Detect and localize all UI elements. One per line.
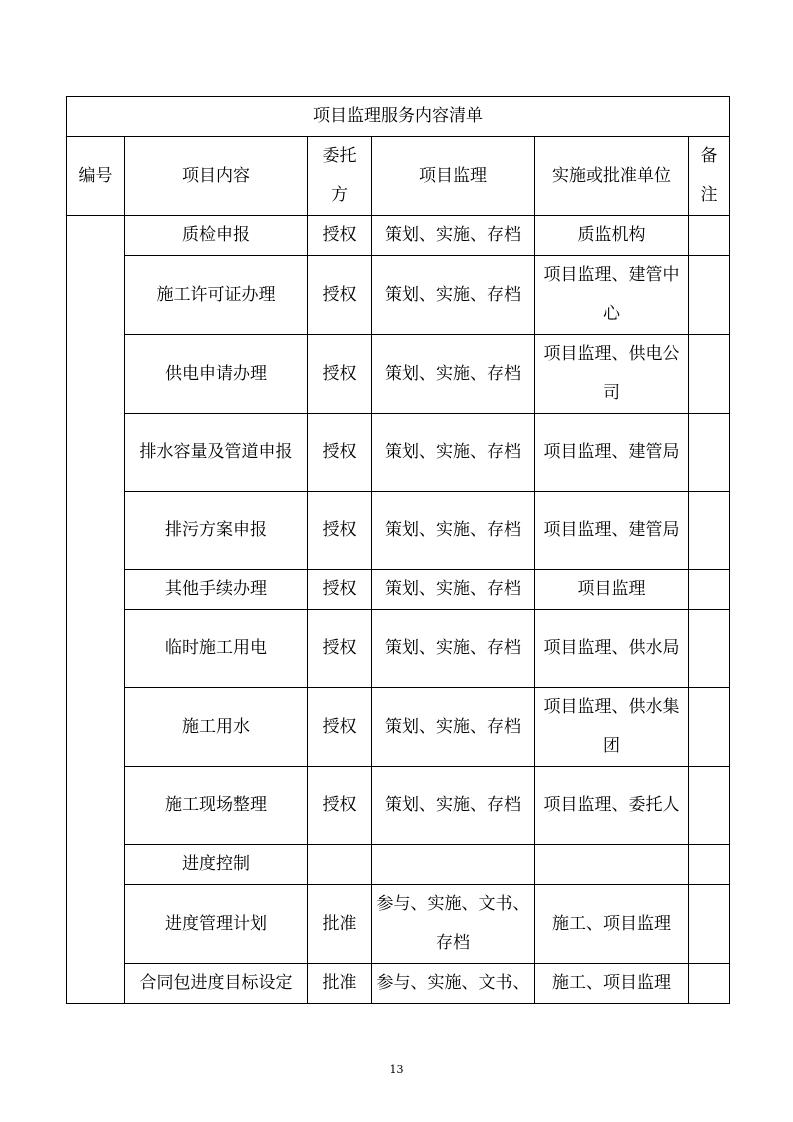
unit-cell: 项目监理、供水局 [535, 610, 689, 688]
supervision-cell: 策划、实施、存档 [372, 492, 535, 570]
header-unit: 实施或批准单位 [535, 137, 689, 216]
header-supervision: 项目监理 [372, 137, 535, 216]
content-cell: 其他手续办理 [125, 570, 308, 610]
unit-cell [535, 845, 689, 885]
unit-cell: 项目监理、委托人 [535, 767, 689, 845]
supervision-cell: 策划、实施、存档 [372, 610, 535, 688]
content-cell: 施工许可证办理 [125, 256, 308, 335]
content-cell: 进度控制 [125, 845, 308, 885]
supervision-cell: 策划、实施、存档 [372, 335, 535, 414]
remark-cell [689, 610, 730, 688]
unit-cell: 项目监理、供电公司 [535, 335, 689, 414]
supervision-cell: 参与、实施、文书、存档 [372, 885, 535, 964]
content-cell: 施工现场整理 [125, 767, 308, 845]
entrust-cell: 批准 [308, 964, 372, 1004]
content-cell: 排水容量及管道申报 [125, 414, 308, 492]
table-row [67, 492, 730, 570]
supervision-cell: 策划、实施、存档 [372, 256, 535, 335]
table-row [67, 688, 730, 767]
supervision-cell [372, 845, 535, 885]
remark-cell [689, 256, 730, 335]
unit-cell: 项目监理、建管中心 [535, 256, 689, 335]
content-cell: 临时施工用电 [125, 610, 308, 688]
entrust-cell [308, 845, 372, 885]
content-cell: 排污方案申报 [125, 492, 308, 570]
remark-cell [689, 414, 730, 492]
number-cell [67, 216, 125, 1004]
entrust-cell: 授权 [308, 335, 372, 414]
entrust-cell: 授权 [308, 414, 372, 492]
unit-cell: 施工、项目监理 [535, 964, 689, 1004]
table-row [67, 610, 730, 688]
remark-cell [689, 964, 730, 1004]
entrust-cell: 授权 [308, 570, 372, 610]
table-row [67, 885, 730, 964]
supervision-cell: 策划、实施、存档 [372, 216, 535, 256]
unit-cell: 项目监理 [535, 570, 689, 610]
entrust-cell: 授权 [308, 688, 372, 767]
service-content-table [66, 96, 730, 1004]
header-entrust: 委托方 [308, 137, 372, 216]
table-row [67, 964, 730, 1004]
unit-cell: 项目监理、供水集团 [535, 688, 689, 767]
table-row [67, 845, 730, 885]
entrust-cell: 授权 [308, 492, 372, 570]
entrust-cell: 授权 [308, 256, 372, 335]
page-number: 13 [389, 1063, 404, 1076]
content-cell: 合同包进度目标设定 [125, 964, 308, 1004]
table-row [67, 216, 730, 256]
unit-cell: 项目监理、建管局 [535, 414, 689, 492]
remark-cell [689, 335, 730, 414]
table-row [67, 335, 730, 414]
remark-cell [689, 767, 730, 845]
table-header-row [67, 137, 730, 216]
unit-cell: 施工、项目监理 [535, 885, 689, 964]
supervision-cell: 策划、实施、存档 [372, 767, 535, 845]
entrust-cell: 批准 [308, 885, 372, 964]
supervision-cell: 策划、实施、存档 [372, 688, 535, 767]
content-cell: 供电申请办理 [125, 335, 308, 414]
remark-cell [689, 492, 730, 570]
remark-cell [689, 570, 730, 610]
remark-cell [689, 845, 730, 885]
table-row [67, 767, 730, 845]
table-row [67, 414, 730, 492]
content-cell: 进度管理计划 [125, 885, 308, 964]
entrust-cell: 授权 [308, 767, 372, 845]
remark-cell [689, 688, 730, 767]
entrust-cell: 授权 [308, 610, 372, 688]
header-remark: 备注 [689, 137, 730, 216]
supervision-cell: 策划、实施、存档 [372, 414, 535, 492]
header-number: 编号 [67, 137, 125, 216]
table-row [67, 570, 730, 610]
table-title: 项目监理服务内容清单 [67, 97, 730, 137]
remark-cell [689, 216, 730, 256]
entrust-cell: 授权 [308, 216, 372, 256]
header-content: 项目内容 [125, 137, 308, 216]
table-title-row [67, 97, 730, 137]
unit-cell: 项目监理、建管局 [535, 492, 689, 570]
supervision-cell: 策划、实施、存档 [372, 570, 535, 610]
content-cell: 施工用水 [125, 688, 308, 767]
supervision-cell: 参与、实施、文书、 [372, 964, 535, 1004]
remark-cell [689, 885, 730, 964]
content-cell: 质检申报 [125, 216, 308, 256]
table-row [67, 256, 730, 335]
unit-cell: 质监机构 [535, 216, 689, 256]
